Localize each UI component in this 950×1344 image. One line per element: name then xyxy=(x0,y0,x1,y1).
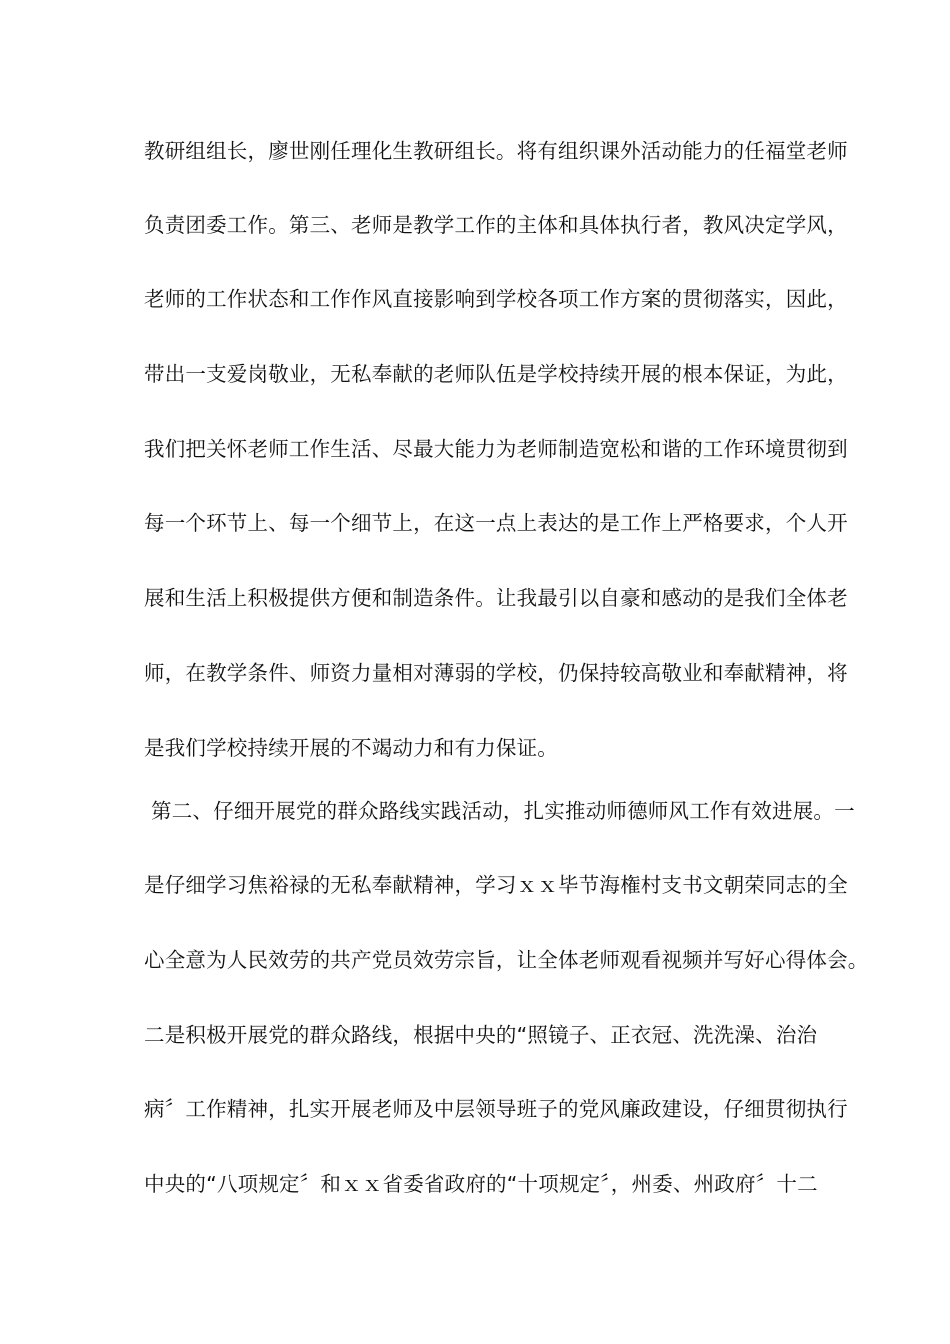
text-line-1: 教研组组长，廖世刚任理化生教研组长。将有组织课外活动能力的任福堂老师 xyxy=(144,139,848,163)
text-line-13: 二是积极开展党的群众路线，根据中央的“照镜子、正衣冠、洗洗澡、治治 xyxy=(144,1023,818,1047)
text-line-14: 病〞工作精神，扎实开展老师及中层领导班子的党风廉政建设，仔细贯彻执行 xyxy=(144,1097,848,1121)
text-line-3: 老师的工作状态和工作作风直接影响到学校各项工作方案的贯彻落实，因此， xyxy=(144,287,848,311)
text-line-15: 中央的“八项规定〞和ｘｘ省委省政府的“十项规定〞，州委、州政府〞十二 xyxy=(144,1172,818,1196)
text-line-5: 我们把关怀老师工作生活、尽最大能力为老师制造宽松和谐的工作环境贯彻到 xyxy=(144,437,848,461)
text-line-9: 是我们学校持续开展的不竭动力和有力保证。 xyxy=(144,736,558,760)
text-line-8: 师，在教学条件、师资力量相对薄弱的学校，仍保持较高敬业和奉献精神，将 xyxy=(144,661,848,685)
text-line-6: 每一个环节上、每一个细节上，在这一点上表达的是工作上严格要求，个人开 xyxy=(144,511,848,535)
text-line-7: 展和生活上积极提供方便和制造条件。让我最引以自豪和感动的是我们全体老 xyxy=(144,586,848,610)
text-line-4: 带出一支爱岗敬业，无私奉献的老师队伍是学校持续开展的根本保证，为此， xyxy=(144,362,848,386)
text-line-10: 第二、仔细开展党的群众路线实践活动，扎实推动师德师风工作有效进展。一 xyxy=(151,799,855,823)
text-line-11: 是仔细学习焦裕禄的无私奉献精神，学习ｘｘ毕节海権村支书文朝荣同志的全 xyxy=(144,873,848,897)
text-line-12: 心全意为人民效劳的共产党员效劳宗旨，让全体老师观看视频并写好心得体会。 xyxy=(144,948,869,972)
text-line-2: 负责团委工作。第三、老师是教学工作的主体和具体执行者，教风决定学风， xyxy=(144,213,848,237)
